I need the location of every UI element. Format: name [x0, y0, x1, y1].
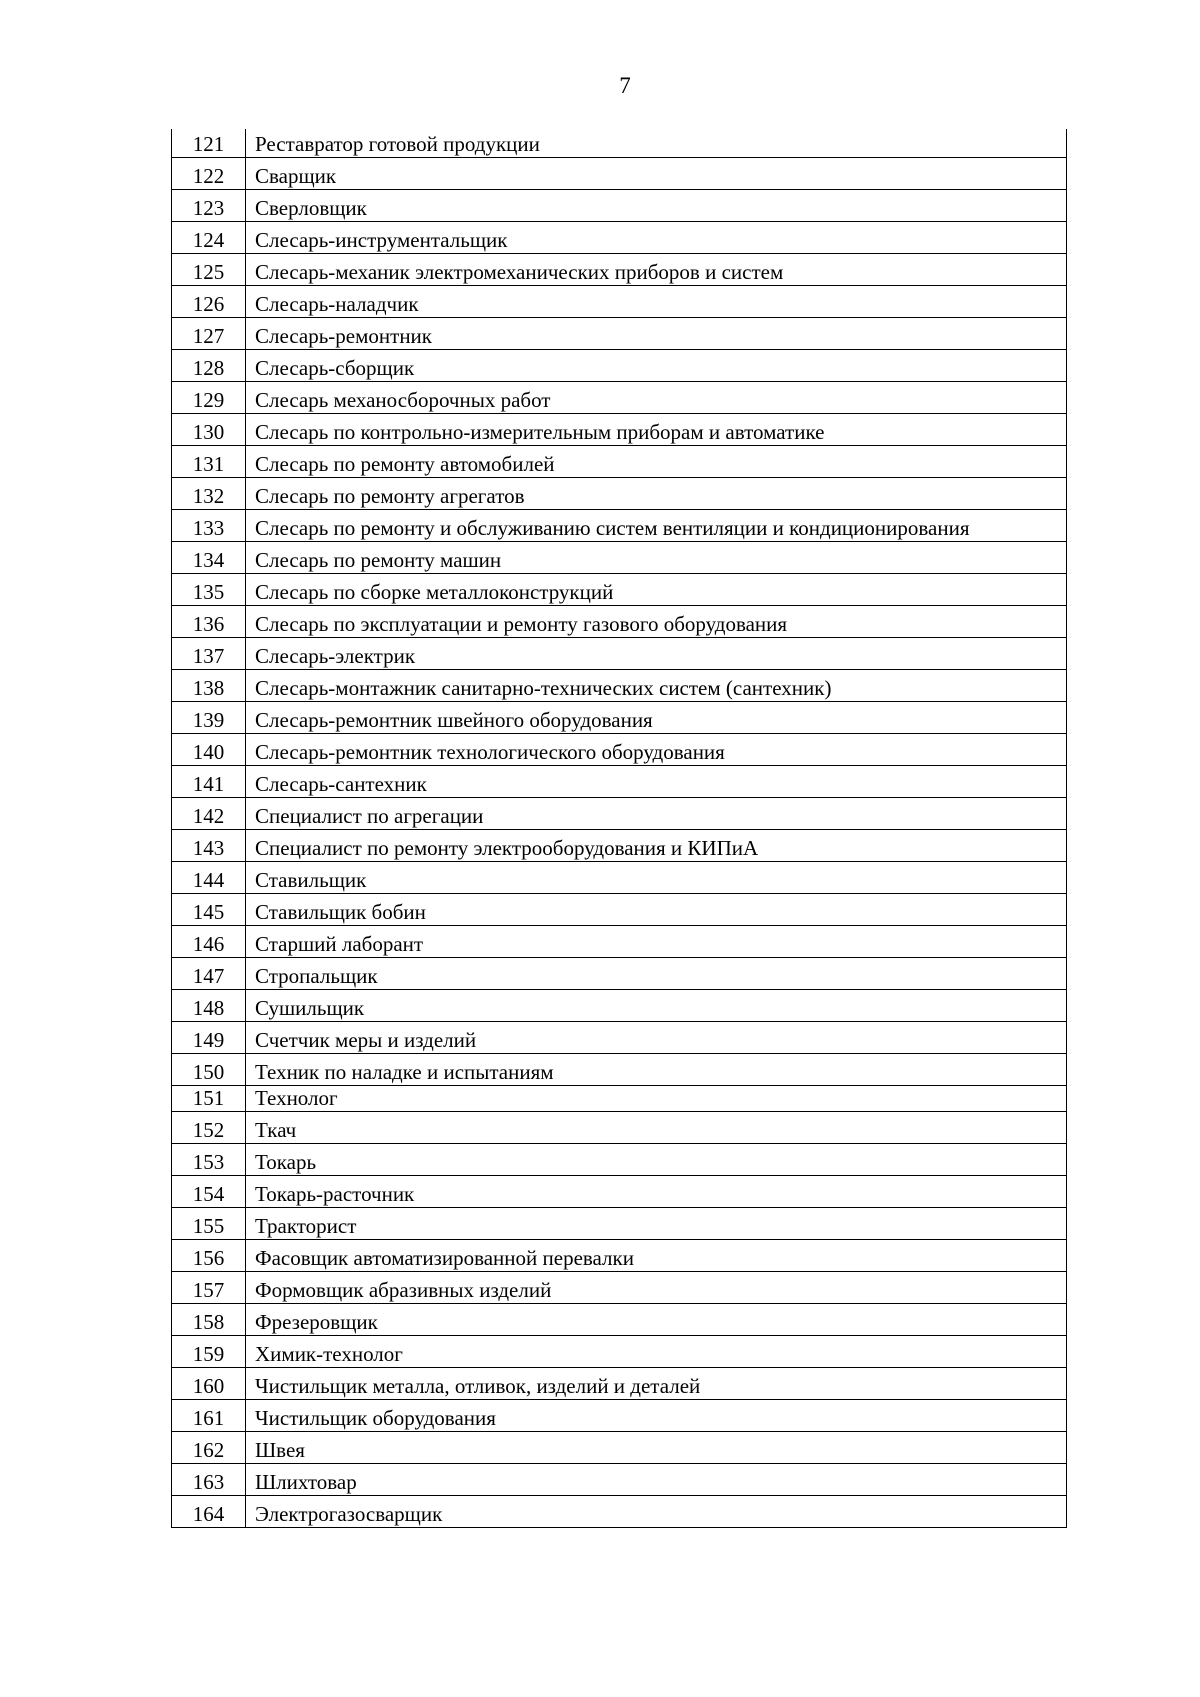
row-number: 153: [172, 1144, 246, 1176]
profession-name: Слесарь-монтажник санитарно-технических систем (сантехник): [246, 670, 1067, 702]
table-row: [172, 542, 1067, 574]
table-row: [172, 1368, 1067, 1400]
profession-name: Счетчик меры и изделий: [246, 1022, 1067, 1054]
table-row: [172, 606, 1067, 638]
profession-name: Техник по наладке и испытаниям: [246, 1054, 1067, 1086]
profession-name: Формовщик абразивных изделий: [246, 1272, 1067, 1304]
row-number: 142: [172, 798, 246, 830]
row-number: 141: [172, 766, 246, 798]
row-number: 135: [172, 574, 246, 606]
table-row: [172, 1272, 1067, 1304]
table-row: [172, 1496, 1067, 1528]
table-row: [172, 574, 1067, 606]
row-number: 158: [172, 1304, 246, 1336]
row-number: 130: [172, 414, 246, 446]
profession-name: Слесарь-сантехник: [246, 766, 1067, 798]
profession-name: Стропальщик: [246, 958, 1067, 990]
profession-name: Швея: [246, 1432, 1067, 1464]
table-row: [172, 158, 1067, 190]
row-number: 144: [172, 862, 246, 894]
professions-table-body: [172, 129, 1067, 1528]
table-row: [172, 382, 1067, 414]
profession-name: Слесарь механосборочных работ: [246, 382, 1067, 414]
table-row: [172, 894, 1067, 926]
profession-name: Слесарь-электрик: [246, 638, 1067, 670]
profession-name: Слесарь по сборке металлоконструкций: [246, 574, 1067, 606]
table-row: [172, 510, 1067, 542]
row-number: 122: [172, 158, 246, 190]
profession-name: Ставильщик бобин: [246, 894, 1067, 926]
row-number: 147: [172, 958, 246, 990]
profession-name: Реставратор готовой продукции: [246, 129, 1067, 158]
table-row: [172, 129, 1067, 158]
table-row: [172, 1086, 1067, 1112]
row-number: 163: [172, 1464, 246, 1496]
profession-name: Слесарь по ремонту агрегатов: [246, 478, 1067, 510]
row-number: 138: [172, 670, 246, 702]
row-number: 149: [172, 1022, 246, 1054]
row-number: 136: [172, 606, 246, 638]
profession-name: Слесарь-ремонтник технологического оборудования: [246, 734, 1067, 766]
profession-name: Токарь: [246, 1144, 1067, 1176]
row-number: 131: [172, 446, 246, 478]
row-number: 134: [172, 542, 246, 574]
row-number: 146: [172, 926, 246, 958]
row-number: 154: [172, 1176, 246, 1208]
profession-name: Слесарь по ремонту машин: [246, 542, 1067, 574]
table-row: [172, 1144, 1067, 1176]
table-row: [172, 1304, 1067, 1336]
profession-name: Слесарь-инструментальщик: [246, 222, 1067, 254]
table-row: [172, 862, 1067, 894]
professions-table: [171, 129, 1067, 1528]
profession-name: Слесарь по ремонту и обслуживанию систем вентиляции и кондиционирования: [246, 510, 1067, 542]
table-row: [172, 414, 1067, 446]
row-number: 145: [172, 894, 246, 926]
profession-name: Чистильщик металла, отливок, изделий и деталей: [246, 1368, 1067, 1400]
row-number: 121: [172, 129, 246, 158]
table-row: [172, 254, 1067, 286]
profession-name: Ставильщик: [246, 862, 1067, 894]
table-row: [172, 222, 1067, 254]
table-row: [172, 734, 1067, 766]
profession-name: Чистильщик оборудования: [246, 1400, 1067, 1432]
profession-name: Ткач: [246, 1112, 1067, 1144]
table-row: [172, 958, 1067, 990]
profession-name: Специалист по агрегации: [246, 798, 1067, 830]
profession-name: Электрогазосварщик: [246, 1496, 1067, 1528]
table-row: [172, 1464, 1067, 1496]
table-row: [172, 638, 1067, 670]
table-row: [172, 446, 1067, 478]
table-row: [172, 670, 1067, 702]
row-number: 164: [172, 1496, 246, 1528]
profession-name: Слесарь-наладчик: [246, 286, 1067, 318]
row-number: 161: [172, 1400, 246, 1432]
table-row: [172, 830, 1067, 862]
profession-name: Слесарь-ремонтник швейного оборудования: [246, 702, 1067, 734]
table-row: [172, 1240, 1067, 1272]
profession-name: Сварщик: [246, 158, 1067, 190]
table-row: [172, 1022, 1067, 1054]
table-row: [172, 286, 1067, 318]
row-number: 159: [172, 1336, 246, 1368]
table-row: [172, 1208, 1067, 1240]
profession-name: Сушильщик: [246, 990, 1067, 1022]
profession-name: Тракторист: [246, 1208, 1067, 1240]
table-row: [172, 926, 1067, 958]
row-number: 160: [172, 1368, 246, 1400]
profession-name: Токарь-расточник: [246, 1176, 1067, 1208]
row-number: 132: [172, 478, 246, 510]
row-number: 155: [172, 1208, 246, 1240]
table-row: [172, 350, 1067, 382]
table-row: [172, 990, 1067, 1022]
row-number: 124: [172, 222, 246, 254]
row-number: 137: [172, 638, 246, 670]
profession-name: Сверловщик: [246, 190, 1067, 222]
row-number: 140: [172, 734, 246, 766]
row-number: 126: [172, 286, 246, 318]
profession-name: Слесарь-ремонтник: [246, 318, 1067, 350]
row-number: 139: [172, 702, 246, 734]
table-row: [172, 478, 1067, 510]
row-number: 162: [172, 1432, 246, 1464]
page-number: 7: [619, 73, 631, 98]
row-number: 148: [172, 990, 246, 1022]
profession-name: Специалист по ремонту электрооборудования и КИПиА: [246, 830, 1067, 862]
profession-name: Слесарь по эксплуатации и ремонту газового оборудования: [246, 606, 1067, 638]
row-number: 157: [172, 1272, 246, 1304]
table-row: [172, 1176, 1067, 1208]
row-number: 123: [172, 190, 246, 222]
profession-name: Слесарь по контрольно-измерительным приборам и автоматике: [246, 414, 1067, 446]
table-row: [172, 1432, 1067, 1464]
profession-name: Шлихтовар: [246, 1464, 1067, 1496]
profession-name: Фрезеровщик: [246, 1304, 1067, 1336]
row-number: 152: [172, 1112, 246, 1144]
row-number: 127: [172, 318, 246, 350]
row-number: 151: [172, 1086, 246, 1112]
profession-name: Слесарь-сборщик: [246, 350, 1067, 382]
profession-name: Старший лаборант: [246, 926, 1067, 958]
row-number: 125: [172, 254, 246, 286]
row-number: 133: [172, 510, 246, 542]
row-number: 156: [172, 1240, 246, 1272]
row-number: 128: [172, 350, 246, 382]
profession-name: Слесарь-механик электромеханических приборов и систем: [246, 254, 1067, 286]
profession-name: Фасовщик автоматизированной перевалки: [246, 1240, 1067, 1272]
profession-name: Технолог: [246, 1086, 1067, 1112]
profession-name: Слесарь по ремонту автомобилей: [246, 446, 1067, 478]
table-row: [172, 766, 1067, 798]
table-row: [172, 702, 1067, 734]
row-number: 143: [172, 830, 246, 862]
table-row: [172, 318, 1067, 350]
table-row: [172, 1112, 1067, 1144]
table-row: [172, 798, 1067, 830]
table-row: [172, 1336, 1067, 1368]
row-number: 150: [172, 1054, 246, 1086]
table-row: [172, 190, 1067, 222]
table-row: [172, 1400, 1067, 1432]
row-number: 129: [172, 382, 246, 414]
table-row: [172, 1054, 1067, 1086]
profession-name: Химик-технолог: [246, 1336, 1067, 1368]
